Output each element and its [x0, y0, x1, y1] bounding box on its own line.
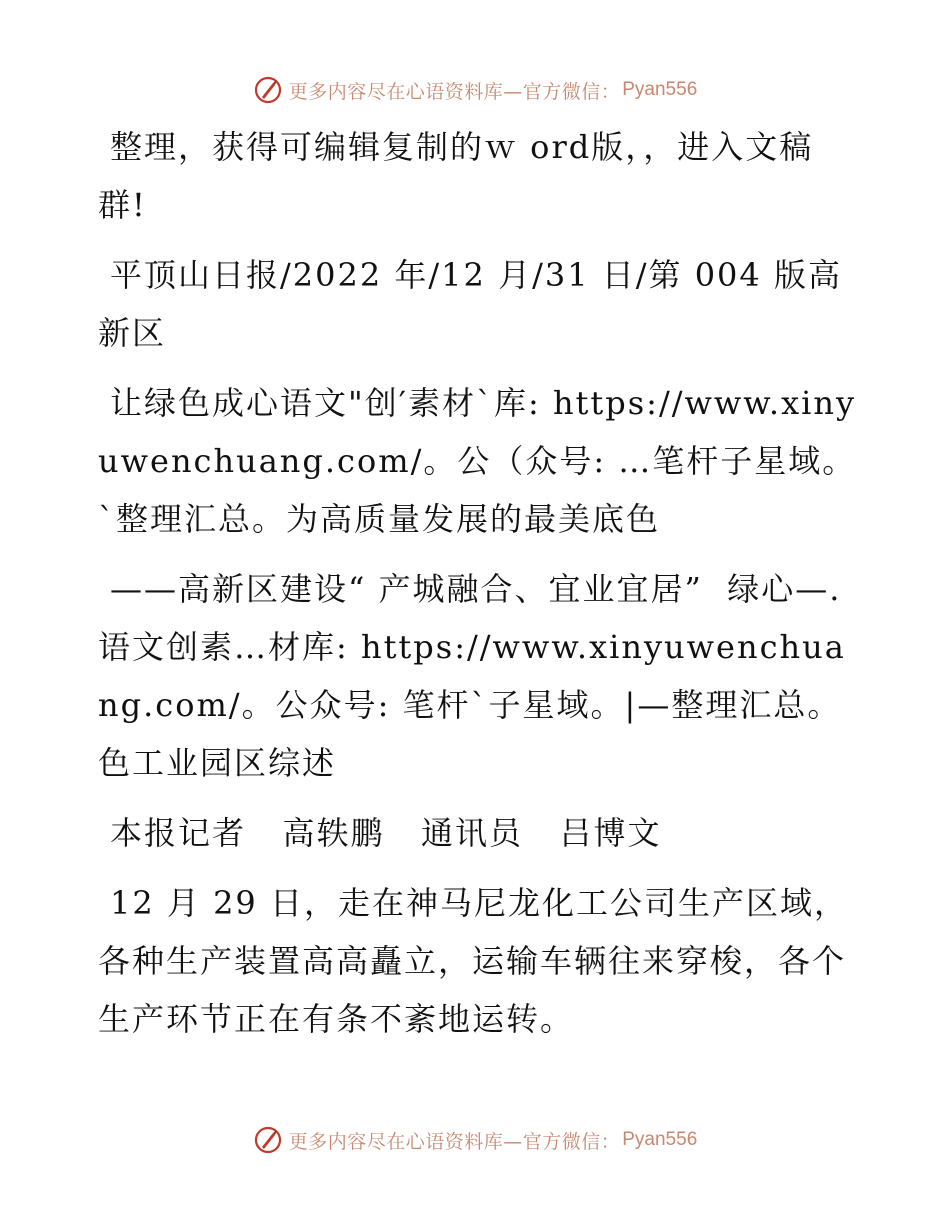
- watermark-text: 更多内容尽在心语资料库—官方微信：: [288, 1130, 621, 1153]
- paragraph-intro: 整理，获得可编辑复制的ｗ ord版，，进入文稿群!: [98, 128, 814, 224]
- watermark-text: 更多内容尽在心语资料库—官方微信：: [288, 80, 621, 103]
- quill-logo-icon: [253, 1125, 283, 1155]
- watermark-header: [0, 70, 950, 110]
- document-body: [98, 118, 858, 1060]
- watermark-wechat-id: Pyan556: [622, 1129, 698, 1150]
- paragraph-source: 平顶山日报/2022 年/12 月/31 日/第 004 版高新区: [98, 256, 842, 352]
- paragraph-body: 12 月 29 日，走在神马尼龙化工公司生产区域，各种生产装置高高矗立，运输车辆往来穿梭，各个生产环节正在有条不紊地运转。: [98, 884, 848, 1038]
- watermark-wechat-id: Pyan556: [622, 79, 698, 100]
- paragraph-subtitle: ——高新区建设“ 产城融合、宜业宜居” 绿心—.语文创素…材库: https://www.xinyuwenchuang.com/。公众号: 笔杆`子星域。|—整理汇总。色工业园区综述: [98, 570, 846, 782]
- quill-logo-icon: [253, 75, 283, 105]
- paragraph-byline: 本报记者 高轶鹏 通讯员 吕博文: [110, 814, 662, 852]
- paragraph-title: 让绿色成心语文"创′素材`库: https://www.xinyuwenchuang.com/。公（众号: …笔杆子星域。`整理汇总。为高质量发展的最美底色: [98, 384, 857, 538]
- watermark-footer: [0, 1120, 950, 1160]
